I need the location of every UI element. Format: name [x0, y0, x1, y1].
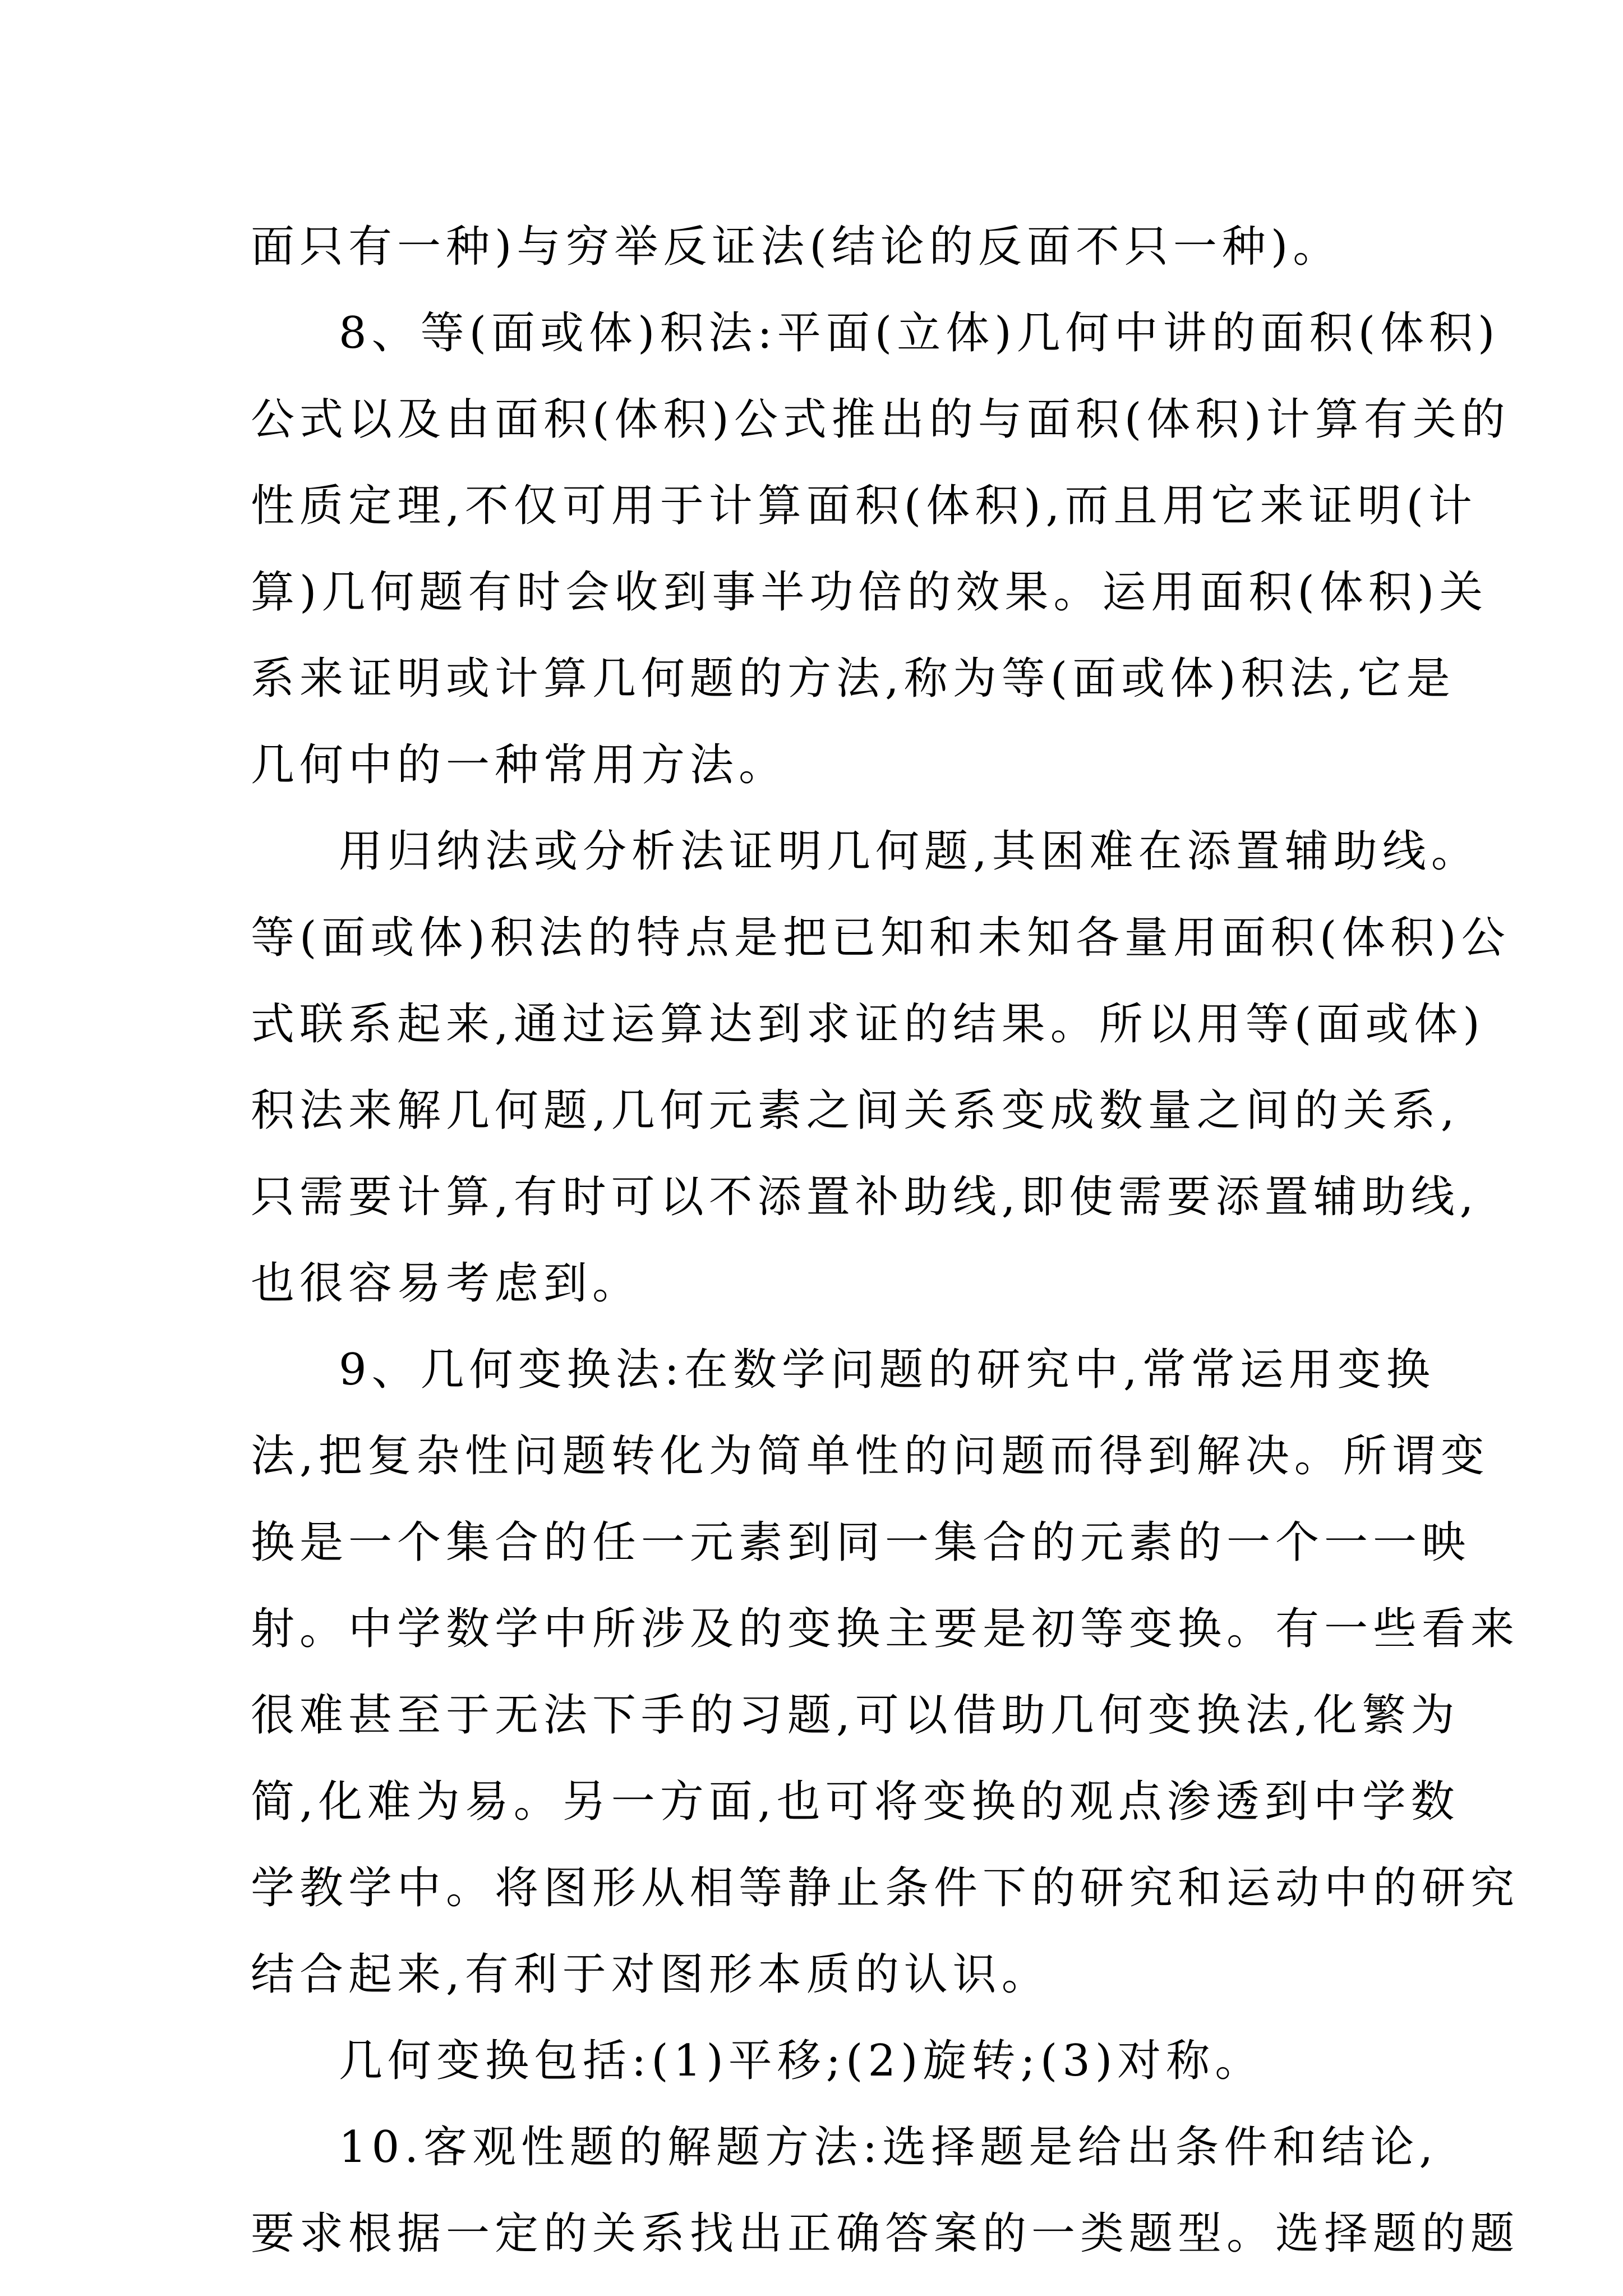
- text-line: 只需要计算,有时可以不添置补助线,即使需要添置辅助线,: [251, 1172, 1479, 1222]
- text-line: 也很容易考虑到。: [251, 1258, 642, 1309]
- text-line: 几何变换包括:(1)平移;(2)旋转;(3)对称。: [339, 2036, 1264, 2086]
- text-line: 算)几何题有时会收到事半功倍的效果。运用面积(体积)关: [251, 567, 1488, 618]
- text-line: 8、等(面或体)积法:平面(立体)几何中讲的面积(体积): [339, 308, 1500, 358]
- text-line: 要求根据一定的关系找出正确答案的一类题型。选择题的题: [251, 2208, 1520, 2259]
- body-text: [251, 204, 1520, 2277]
- text-line: 系来证明或计算几何题的方法,称为等(面或体)积法,它是: [251, 654, 1455, 704]
- text-line: 面只有一种)与穷举反证法(结论的反面不只一种)。: [251, 222, 1342, 272]
- text-line: 几何中的一种常用方法。: [251, 740, 788, 790]
- text-line: 结合起来,有利于对图形本质的认识。: [251, 1949, 1050, 2000]
- text-line: 式联系起来,通过运算达到求证的结果。所以用等(面或体): [251, 999, 1485, 1050]
- text-line: 很难甚至于无法下手的习题,可以借助几何变换法,化繁为: [251, 1690, 1460, 1741]
- text-line: 性质定理,不仅可用于计算面积(体积),而且用它来证明(计: [251, 481, 1477, 531]
- text-line: 公式以及由面积(体积)公式推出的与面积(体积)计算有关的: [251, 394, 1510, 445]
- text-line: 用归纳法或分析法证明几何题,其困难在添置辅助线。: [339, 826, 1480, 877]
- text-line: 等(面或体)积法的特点是把已知和未知各量用面积(体积)公: [251, 913, 1510, 963]
- text-line: 简,化难为易。另一方面,也可将变换的观点渗透到中学数: [251, 1777, 1460, 1827]
- text-line: 法,把复杂性问题转化为简单性的问题而得到解决。所谓变: [251, 1431, 1490, 1481]
- text-line: 射。中学数学中所涉及的变换主要是初等变换。有一些看来: [251, 1604, 1520, 1654]
- text-line: 10.客观性题的解题方法:选择题是给出条件和结论,: [339, 2122, 1438, 2173]
- text-line: 学教学中。将图形从相等静止条件下的研究和运动中的研究: [251, 1863, 1520, 1913]
- text-line: 9、几何变换法:在数学问题的研究中,常常运用变换: [339, 1345, 1435, 1395]
- text-line: 积法来解几何题,几何元素之间关系变成数量之间的关系,: [251, 1085, 1460, 1136]
- text-line: 换是一个集合的任一元素到同一集合的元素的一个一一映: [251, 1517, 1471, 1568]
